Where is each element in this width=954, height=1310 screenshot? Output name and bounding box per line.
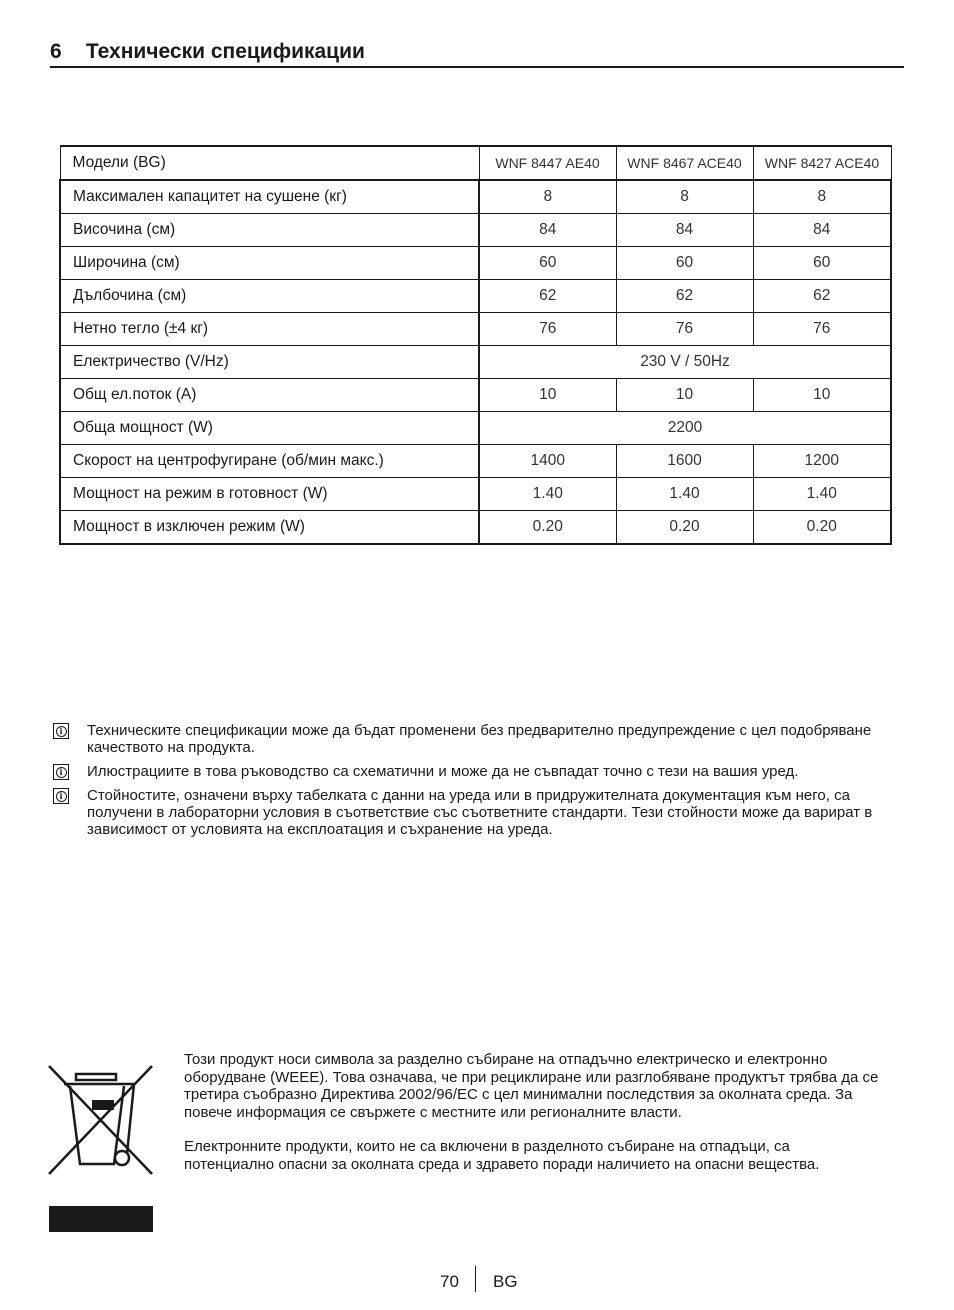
table-row — [60, 412, 891, 445]
spec-value: 60 — [753, 247, 891, 280]
spec-label: Широчина (см) — [60, 247, 479, 280]
spec-label: Електричество (V/Hz) — [60, 346, 479, 379]
table-row — [60, 214, 891, 247]
spec-value: 8 — [616, 180, 753, 214]
weee-paragraph: Електронните продукти, които не са включени в разделното събиране на отпадъци, са потенциално опасни за околната среда и здравето поради наличието на опасни вещества. — [184, 1138, 820, 1173]
note-text: Стойностите, означени върху табелката с данни на уреда или в придружителната документация към него, са получени в лабораторни условия в съответствие със съответните стандарти. Тези стойности може да варират в зависимост от условията на експлоатация и съхранение на уреда. — [87, 787, 873, 838]
spec-value: 2200 — [479, 412, 891, 445]
spec-label: Мощност на режим в готовност (W) — [60, 478, 479, 511]
spec-value: 10 — [616, 379, 753, 412]
section-heading — [50, 38, 904, 68]
table-row — [60, 511, 891, 545]
table-row — [60, 313, 891, 346]
table-row — [60, 247, 891, 280]
spec-value: 60 — [479, 247, 616, 280]
spec-value: 1600 — [616, 445, 753, 478]
spec-value: 84 — [479, 214, 616, 247]
spec-label: Обща мощност (W) — [60, 412, 479, 445]
language-code: BG — [493, 1272, 518, 1291]
table-row — [60, 478, 891, 511]
table-row — [60, 180, 891, 214]
table-header-row — [60, 146, 891, 180]
table-row — [60, 445, 891, 478]
spec-label: Нетно тегло (±4 кг) — [60, 313, 479, 346]
spec-value: 1400 — [479, 445, 616, 478]
spec-value: 1.40 — [616, 478, 753, 511]
model-name: WNF 8447 AE40 — [479, 146, 616, 180]
table-row — [60, 346, 891, 379]
page-number: 70 — [440, 1272, 459, 1291]
spec-value: 60 — [616, 247, 753, 280]
weee-paragraph: Този продукт носи символа за разделно събиране на отпадъчно електрическо и електронно оборудване (WEEE). Това означава, че при рециклиране или разглобяване продуктът трябва да се третира съобразно Директива 2002/96/ЕС с цел минимални последствия за околната среда. За повече информация се свържете с местните или регионалните власти. — [184, 1051, 879, 1121]
model-name: WNF 8467 ACE40 — [616, 146, 753, 180]
spec-value: 76 — [753, 313, 891, 346]
spec-value: 230 V / 50Hz — [479, 346, 891, 379]
models-label: Модели (BG) — [60, 146, 479, 180]
spec-value: 8 — [479, 180, 616, 214]
spec-value: 62 — [616, 280, 753, 313]
spec-label: Дълбочина (см) — [60, 280, 479, 313]
spec-value: 1.40 — [479, 478, 616, 511]
info-icon: i — [53, 723, 69, 739]
spec-label: Максимален капацитет на сушене (кг) — [60, 180, 479, 214]
spec-value: 10 — [753, 379, 891, 412]
spec-value: 0.20 — [616, 511, 753, 545]
spec-value: 84 — [616, 214, 753, 247]
note-text: Техническите спецификации може да бъдат променени без предварително предупреждение с цел подобряване качеството на продукта. — [87, 722, 872, 756]
note-item — [53, 722, 913, 756]
spec-label: Скорост на центрофугиране (об/мин макс.) — [60, 445, 479, 478]
note-text: Илюстрациите в това ръководство са схематични и може да не съвпадат точно с тези на вашия уред. — [87, 763, 799, 780]
note-item — [53, 763, 913, 780]
spec-value: 1200 — [753, 445, 891, 478]
page-footer — [0, 1264, 954, 1294]
spec-value: 84 — [753, 214, 891, 247]
spec-value: 76 — [616, 313, 753, 346]
spec-value: 10 — [479, 379, 616, 412]
notes-list — [53, 722, 913, 845]
spec-value: 8 — [753, 180, 891, 214]
crossed-out-wheelie-bin-icon — [46, 1062, 156, 1232]
spec-label: Височина (см) — [60, 214, 479, 247]
spec-value: 62 — [479, 280, 616, 313]
spec-label: Мощност в изключен режим (W) — [60, 511, 479, 545]
note-item — [53, 787, 913, 838]
spec-label: Общ ел.поток (A) — [60, 379, 479, 412]
footer-divider — [475, 1266, 476, 1292]
section-title: Технически спецификации — [85, 40, 365, 63]
model-name: WNF 8427 ACE40 — [753, 146, 891, 180]
spec-value: 0.20 — [753, 511, 891, 545]
spec-value: 76 — [479, 313, 616, 346]
spec-value: 0.20 — [479, 511, 616, 545]
table-row — [60, 379, 891, 412]
table-row — [60, 280, 891, 313]
section-number: 6 — [50, 40, 62, 63]
spec-value: 62 — [753, 280, 891, 313]
spec-value: 1.40 — [753, 478, 891, 511]
specifications-table — [59, 145, 892, 545]
weee-information — [184, 1051, 884, 1190]
info-icon: i — [53, 764, 69, 780]
info-icon: i — [53, 788, 69, 804]
